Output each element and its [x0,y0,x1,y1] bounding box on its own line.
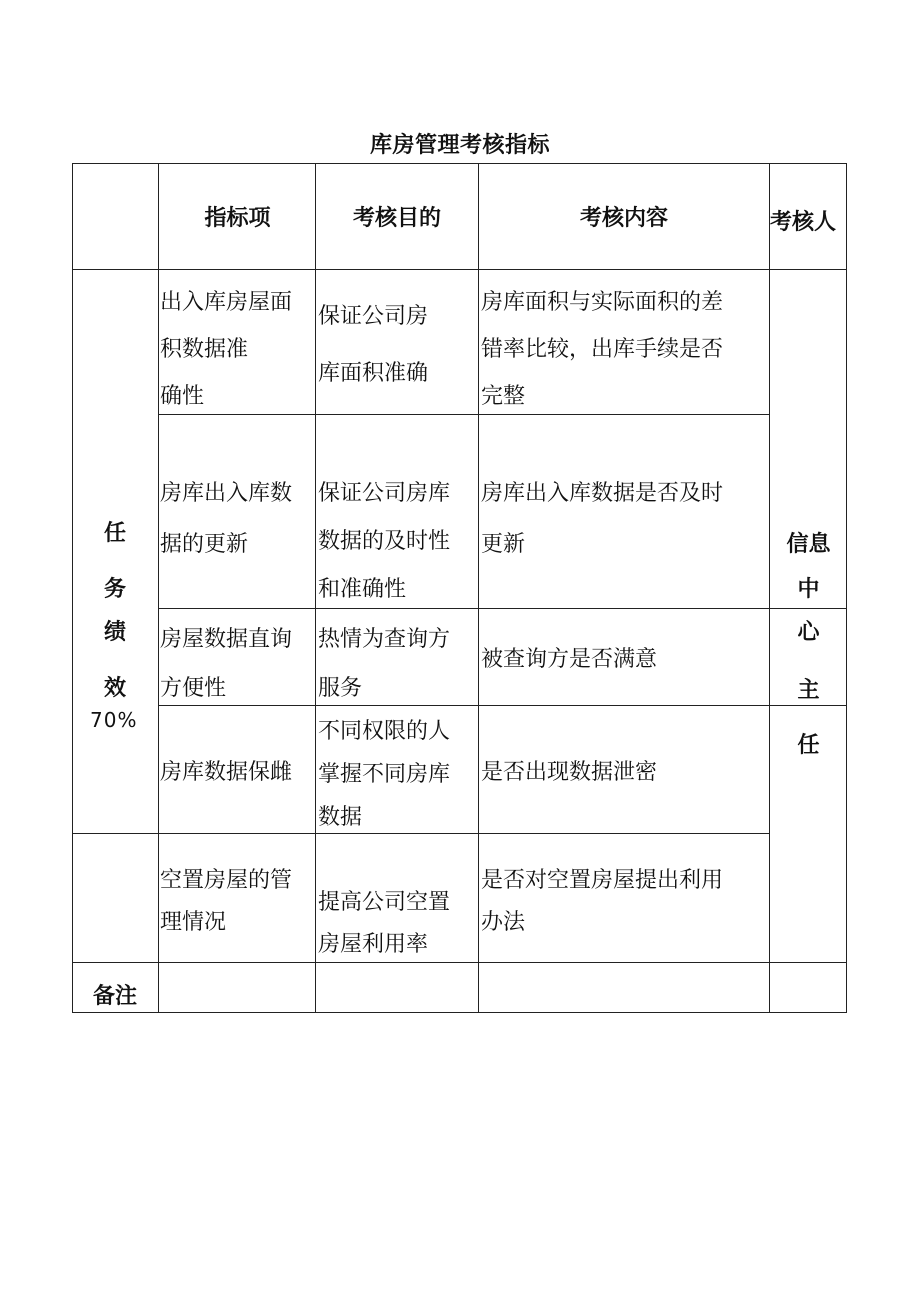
page-title: 库房管理考核指标 [369,133,550,158]
remarks-label: 备注 [92,984,137,1009]
row3-item-line2: 方便性 [160,676,227,701]
row3-item-line1: 房屋数据直询 [160,627,293,652]
row1-item-line3: 确性 [160,384,205,409]
table-border-top [72,163,847,164]
row5-item-line2: 理情况 [160,910,227,935]
category-char: 效 [103,676,126,701]
remarks-row-divider [72,962,847,963]
row5-content-line2: 办法 [481,910,526,935]
row2-item-line1: 房库出入库数 [160,481,293,506]
column-divider [478,163,479,1013]
row1-content-line1: 房库面积与实际面积的差 [481,290,724,315]
header-content: 考核内容 [579,206,668,231]
assessor-char: 任 [797,733,820,758]
row2-content-line2: 更新 [481,532,526,557]
category-char: 任 [103,521,126,546]
header-purpose: 考核目的 [352,206,441,231]
table-border-bottom [72,1012,847,1013]
row4-purpose-line3: 数据 [318,805,363,830]
assessor-char: 信息 [786,532,831,557]
row3-content-line1: 被查询方是否满意 [481,647,658,672]
header-item: 指标项 [204,206,271,231]
row1-purpose-line1: 保证公司房 [318,304,429,329]
row5-item-line1: 空置房屋的管 [160,868,293,893]
row-divider [158,705,847,706]
row4-purpose-line2: 掌握不同房库 [318,762,451,787]
row2-purpose-line3: 和准确性 [318,577,407,602]
row3-purpose-line2: 服务 [318,676,363,701]
category-weight: 70% [90,708,138,732]
row3-purpose-line1: 热情为查询方 [318,627,451,652]
header-row-divider [72,269,847,270]
row1-item-line2: 积数据准 [160,337,249,362]
row1-content-line2: 错率比较，出库手续是否 [481,337,724,362]
row-divider [158,414,769,415]
assessor-char: 中 [797,577,820,602]
row1-content-line3: 完整 [481,384,526,409]
category-char: 绩 [103,620,126,645]
row1-item-line1: 出入库房屋面 [160,290,293,315]
row5-purpose-line2: 房屋利用率 [318,932,429,957]
row2-content-line1: 房库出入库数据是否及时 [481,481,724,506]
category-char: 务 [103,577,126,602]
row4-purpose-line1: 不同权限的人 [318,719,451,744]
row5-purpose-line1: 提高公司空置 [318,890,451,915]
row4-item-line1: 房库数据保雌 [160,760,293,785]
row-divider [158,608,847,609]
row1-purpose-line2: 库面积准确 [318,361,429,386]
column-divider [158,163,159,1013]
header-assessor: 考核人 [770,210,837,235]
column-divider [315,163,316,1013]
row2-purpose-line2: 数据的及时性 [318,529,451,554]
row5-content-line1: 是否对空置房屋提出利用 [481,868,724,893]
row4-content-line1: 是否出现数据泄密 [481,760,658,785]
row2-purpose-line1: 保证公司房库 [318,481,451,506]
assessor-char: 心 [797,620,820,645]
row-divider [72,833,769,834]
assessor-char: 主 [797,678,820,703]
row2-item-line2: 据的更新 [160,532,249,557]
